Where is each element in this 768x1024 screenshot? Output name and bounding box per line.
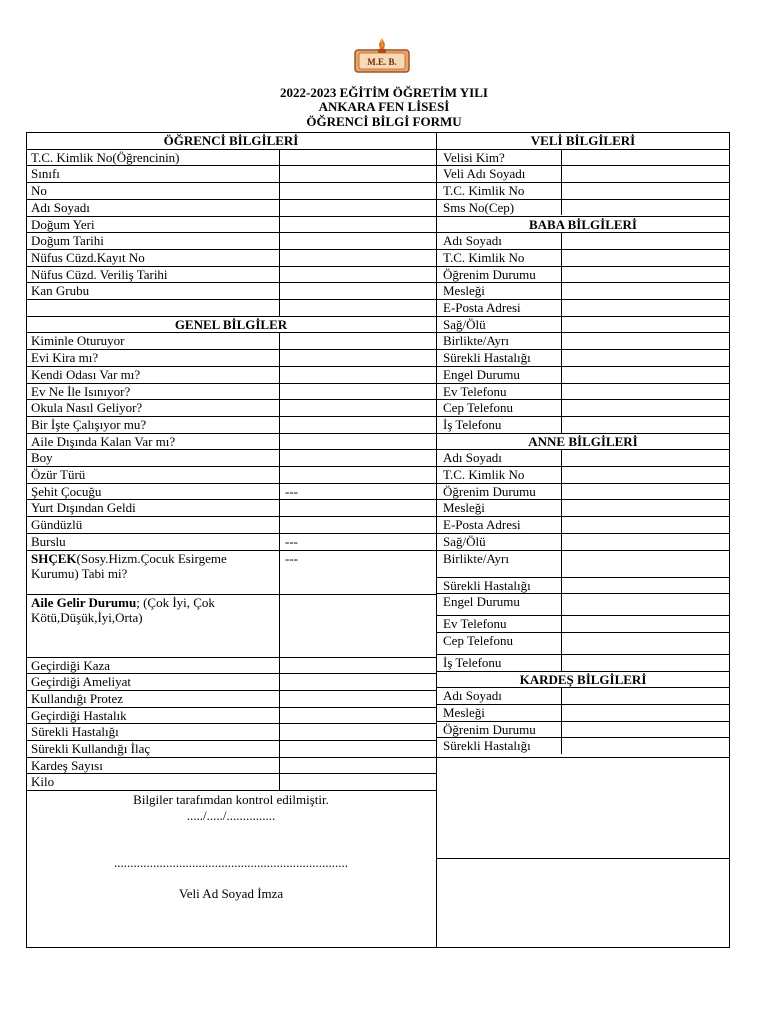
ogrenci-row-label: Adı Soyadı <box>31 199 90 215</box>
genel-row-label: Ev Ne İle Isınıyor? <box>31 383 131 399</box>
baba-row-value[interactable] <box>562 333 563 334</box>
row-border <box>26 773 436 774</box>
baba-row-value[interactable] <box>562 233 563 234</box>
ogrenci-row-label: Doğum Yeri <box>31 216 95 232</box>
ogrenci-row-value[interactable] <box>280 267 281 268</box>
genel-row-value[interactable] <box>280 434 281 435</box>
genel-row-value[interactable] <box>280 384 281 385</box>
veli-row-value[interactable] <box>562 150 563 151</box>
shcek-value: --- <box>285 550 298 566</box>
ogrenci-row-value[interactable] <box>280 150 281 151</box>
anne-row-value[interactable] <box>562 534 563 535</box>
veli-row-label: T.C. Kimlik No <box>443 183 525 199</box>
anne-row-value[interactable] <box>562 517 563 518</box>
baba-row-label: Birlikte/Ayrı <box>443 333 509 349</box>
sehit-value: --- <box>285 483 298 499</box>
anne-row-label: Engel Durumu <box>443 594 520 610</box>
genel-row-value[interactable] <box>280 417 281 418</box>
genel-row-value[interactable] <box>280 500 281 501</box>
ogrenci-row-value[interactable] <box>280 300 281 301</box>
gelir-rest: ; (Çok İyi, Çok Kötü,Düşük,İyi,Orta) <box>31 594 215 625</box>
lower-row-value[interactable] <box>280 724 281 725</box>
anne-row-value[interactable] <box>562 467 563 468</box>
baba-row-value[interactable] <box>562 350 563 351</box>
lower-row-label: Kilo <box>31 774 55 790</box>
ogrenci-row-value[interactable] <box>280 200 281 201</box>
genel-row-value[interactable] <box>280 484 281 485</box>
kardes-row-label: Mesleği <box>443 705 485 720</box>
genel-row-label: Burslu <box>31 533 66 549</box>
anne-row-label: E-Posta Adresi <box>443 517 521 533</box>
meb-logo <box>354 36 410 78</box>
anne-row-label: Ev Telefonu <box>443 616 507 632</box>
row-border <box>26 182 436 183</box>
genel-row-label: Bir İşte Çalışıyor mu? <box>31 416 147 432</box>
lower-row-value[interactable] <box>280 774 281 775</box>
burslu-value: --- <box>285 533 298 549</box>
genel-row-value[interactable] <box>280 367 281 368</box>
anne-row-value[interactable] <box>562 551 563 552</box>
logo-text: M.E. B. <box>367 57 397 67</box>
genel-row-label: Şehit Çocuğu <box>31 483 102 499</box>
column-divider <box>279 332 280 790</box>
anne-row-label: Sağ/Ölü <box>443 533 486 549</box>
anne-row-label: Cep Telefonu <box>443 632 513 648</box>
lower-row-label: Kardeş Sayısı <box>31 757 103 773</box>
lower-row-value[interactable] <box>280 708 281 709</box>
shcek-rest: (Sosy.Hizm.Çocuk Esirgeme Kurumu) Tabi mi? <box>31 550 227 581</box>
veli-row-label: Veli Adı Soyadı <box>443 166 526 182</box>
shcek-label <box>31 551 271 581</box>
anne-row-label: Adı Soyadı <box>443 450 502 466</box>
genel-row-value[interactable] <box>280 467 281 468</box>
kardes-row-value[interactable] <box>562 688 563 689</box>
genel-row-label: Evi Kira mı? <box>31 350 99 366</box>
row-border <box>26 790 436 791</box>
anne-row-value[interactable] <box>562 594 563 595</box>
row-border <box>436 858 730 859</box>
title-year: 2022-2023 EĞİTİM ÖĞRETİM YILI <box>280 85 488 100</box>
baba-row-label: Sürekli Hastalığı <box>443 350 531 366</box>
baba-row-value[interactable] <box>562 283 563 284</box>
section-anne-header: ANNE BİLGİLERİ <box>528 433 638 449</box>
ogrenci-row-label: T.C. Kimlik No(Öğrencinin) <box>31 149 180 165</box>
kardes-row-label: Adı Soyadı <box>443 688 502 704</box>
ogrenci-row-label: Doğum Tarihi <box>31 233 104 249</box>
baba-row-label: Cep Telefonu <box>443 400 513 416</box>
lower-row-label: Sürekli Kullandığı İlaç <box>31 741 151 756</box>
lower-row-value[interactable] <box>280 674 281 675</box>
baba-row-label: Ev Telefonu <box>443 383 507 399</box>
baba-row-value[interactable] <box>562 300 563 301</box>
genel-row-value[interactable] <box>280 350 281 351</box>
ogrenci-row-label: No <box>31 183 47 199</box>
baba-row-label: Sağ/Ölü <box>443 316 486 332</box>
genel-row-label: Kendi Odası Var mı? <box>31 366 141 382</box>
baba-row-label: Öğrenim Durumu <box>443 266 536 282</box>
lower-row-label: Geçirdiği Hastalık <box>31 707 127 723</box>
ogrenci-row-value[interactable] <box>280 166 281 167</box>
section-ogrenci-header: ÖĞRENCİ BİLGİLERİ <box>163 133 299 148</box>
genel-row-value[interactable] <box>280 517 281 518</box>
shcek-field[interactable] <box>280 551 281 552</box>
baba-row-label: Engel Durumu <box>443 366 520 382</box>
baba-row-label: İş Telefonu <box>443 416 502 432</box>
genel-row-value[interactable] <box>280 534 281 535</box>
genel-row-label: Boy <box>31 450 53 466</box>
anne-row-label: Sürekli Hastalığı <box>443 577 531 593</box>
row-border <box>26 299 436 300</box>
genel-row-value[interactable] <box>280 450 281 451</box>
lower-row-label: Kullandığı Protez <box>31 690 124 706</box>
baba-row-label: T.C. Kimlik No <box>443 249 525 265</box>
baba-row-value[interactable] <box>562 367 563 368</box>
gelir-bold: Aile Gelir Durumu <box>31 594 137 610</box>
title-school: ANKARA FEN LİSESİ <box>318 99 450 114</box>
center-divider <box>436 132 437 948</box>
footer-check-text: Bilgiler tarafımdan kontrol edilmiştir. <box>133 792 329 807</box>
section-baba-header: BABA BİLGİLERİ <box>528 216 637 232</box>
kardes-row-label: Öğrenim Durumu <box>443 721 536 737</box>
baba-row-value[interactable] <box>562 267 563 268</box>
veli-row-label: Velisi Kim? <box>443 149 505 165</box>
row-border <box>26 533 436 534</box>
kardes-row-value[interactable] <box>562 722 563 723</box>
genel-row-label: Gündüzlü <box>31 517 83 533</box>
ogrenci-row-value[interactable] <box>280 283 281 284</box>
row-border <box>26 165 436 166</box>
section-genel-header: GENEL BİLGİLER <box>174 316 288 332</box>
column-divider <box>561 687 562 754</box>
anne-row-label: Öğrenim Durumu <box>443 483 536 499</box>
lower-row-value[interactable] <box>280 691 281 692</box>
genel-row-value[interactable] <box>280 333 281 334</box>
anne-row-value[interactable] <box>562 500 563 501</box>
footer-date: ...../...../............... <box>186 808 276 823</box>
column-divider <box>561 149 562 216</box>
anne-row-value[interactable] <box>562 655 563 656</box>
anne-row-value[interactable] <box>562 450 563 451</box>
veli-row-label: Sms No(Cep) <box>443 199 515 215</box>
baba-row-label: Mesleği <box>443 283 485 299</box>
genel-row-value[interactable] <box>280 400 281 401</box>
anne-row-value[interactable] <box>562 484 563 485</box>
lower-row-label: Geçirdiği Ameliyat <box>31 674 132 690</box>
row-border <box>26 449 436 450</box>
column-divider <box>561 232 562 432</box>
gelir-label <box>31 595 271 625</box>
row-border <box>26 466 436 467</box>
anne-row-label: T.C. Kimlik No <box>443 467 525 482</box>
ogrenci-row-value[interactable] <box>280 183 281 184</box>
baba-row-value[interactable] <box>562 317 563 318</box>
kardes-row-value[interactable] <box>562 705 563 706</box>
baba-row-value[interactable] <box>562 250 563 251</box>
baba-row-value[interactable] <box>562 400 563 401</box>
baba-row-label: E-Posta Adresi <box>443 300 521 315</box>
lower-row-label: Sürekli Hastalığı <box>31 724 119 740</box>
footer-signature: Veli Ad Soyad İmza <box>178 886 284 901</box>
footer-dots: ........................................................................ <box>114 855 348 870</box>
section-kardes-header: KARDEŞ BİLGİLERİ <box>519 671 647 687</box>
row-border <box>26 516 436 517</box>
anne-row-value[interactable] <box>562 633 563 634</box>
anne-row-value[interactable] <box>562 616 563 617</box>
genel-row-label: Özür Türü <box>31 467 86 482</box>
kardes-row-label: Sürekli Hastalığı <box>443 738 531 754</box>
ogrenci-row-label: Nüfus Cüzd.Kayıt No <box>31 249 145 265</box>
baba-row-label: Adı Soyadı <box>443 233 502 249</box>
baba-row-value[interactable] <box>562 417 563 418</box>
veli-row-value[interactable] <box>562 183 563 184</box>
section-veli-header: VELİ BİLGİLERİ <box>530 133 636 148</box>
shcek-bold: SHÇEK <box>31 550 77 566</box>
ogrenci-row-value[interactable] <box>280 233 281 234</box>
lower-row-value[interactable] <box>280 758 281 759</box>
veli-row-value[interactable] <box>562 200 563 201</box>
kardes-row-value[interactable] <box>562 738 563 739</box>
lower-row-value[interactable] <box>280 658 281 659</box>
row-border <box>436 757 730 758</box>
gelir-field[interactable] <box>280 595 281 596</box>
ogrenci-row-label: Nüfus Cüzd. Veriliş Tarihi <box>31 266 168 282</box>
genel-row-label: Yurt Dışından Geldi <box>31 500 136 516</box>
anne-row-label: Birlikte/Ayrı <box>443 550 509 566</box>
genel-row-label: Kiminle Oturuyor <box>31 333 125 349</box>
genel-row-label: Okula Nasıl Geliyor? <box>31 400 143 416</box>
baba-row-value[interactable] <box>562 384 563 385</box>
lower-row-value[interactable] <box>280 741 281 742</box>
genel-row-label: Aile Dışında Kalan Var mı? <box>31 433 176 449</box>
title-form: ÖĞRENCİ BİLGİ FORMU <box>306 114 462 129</box>
lower-row-label: Geçirdiği Kaza <box>31 657 111 673</box>
anne-row-value[interactable] <box>562 578 563 579</box>
veli-row-value[interactable] <box>562 166 563 167</box>
ogrenci-row-value[interactable] <box>280 250 281 251</box>
column-divider <box>279 149 280 316</box>
ogrenci-row-label: Sınıfı <box>31 166 60 182</box>
ogrenci-row-label: Kan Grubu <box>31 283 90 299</box>
column-divider <box>561 449 562 670</box>
anne-row-label: Mesleği <box>443 500 485 516</box>
ogrenci-row-value[interactable] <box>280 217 281 218</box>
anne-row-label: İş Telefonu <box>443 654 502 670</box>
